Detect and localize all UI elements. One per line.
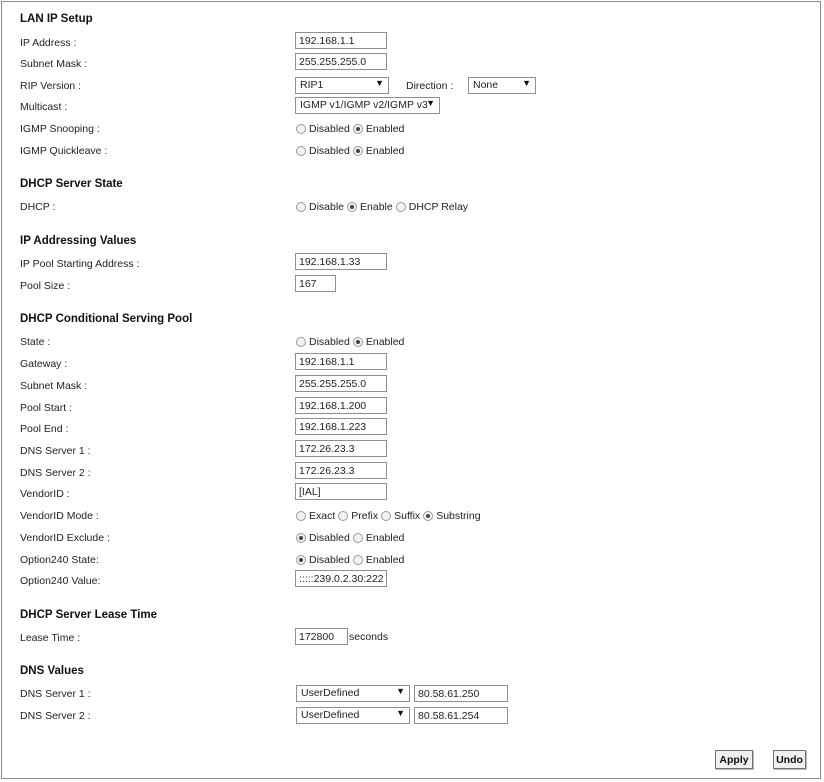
pool-size-label: Pool Size :	[20, 280, 71, 292]
section-title-ip-addressing: IP Addressing Values	[20, 235, 137, 247]
option240-enabled-option[interactable]	[353, 554, 405, 566]
chevron-down-icon: ▼	[426, 98, 435, 108]
option-label: Disabled	[309, 123, 350, 135]
ip-address-input[interactable]	[295, 32, 387, 49]
dns2-label: DNS Server 2 :	[20, 710, 91, 722]
dns2-mode-select[interactable]	[296, 707, 410, 724]
rip-version-select[interactable]	[295, 77, 389, 94]
option-label: Substring	[436, 510, 481, 522]
multicast-label: Multicast :	[20, 101, 68, 113]
option-label: Enabled	[365, 554, 405, 566]
igmp-quickleave-label: IGMP Quickleave :	[20, 145, 108, 157]
radio-icon[interactable]	[353, 555, 363, 565]
pool-state-disabled-option[interactable]	[296, 336, 350, 348]
pool-dns2-input[interactable]	[295, 462, 387, 479]
vendorid-exclude-radio-group	[296, 531, 407, 545]
radio-icon[interactable]	[381, 511, 391, 521]
pool-dns1-input[interactable]	[295, 440, 387, 457]
option-label: Enabled	[365, 532, 405, 544]
igmp-snooping-disabled-option[interactable]	[296, 123, 350, 135]
igmp-quickleave-enabled-option[interactable]	[353, 145, 405, 157]
igmp-snooping-radio-group	[296, 122, 407, 136]
option240-state-label: Option240 State:	[20, 554, 99, 566]
dns1-label: DNS Server 1 :	[20, 688, 91, 700]
option-label: Suffix	[394, 510, 421, 522]
radio-icon[interactable]	[296, 511, 306, 521]
dns2-mode-value: UserDefined	[301, 709, 360, 721]
dns2-input[interactable]	[414, 707, 508, 724]
pool-start-input[interactable]	[295, 397, 387, 414]
radio-icon[interactable]	[353, 124, 363, 134]
ip-address-label: IP Address :	[20, 37, 77, 49]
pool-subnet-mask-input[interactable]	[295, 375, 387, 392]
option-label: Disabled	[309, 336, 350, 348]
option-label: Disabled	[309, 145, 350, 157]
radio-icon[interactable]	[338, 511, 348, 521]
rip-version-value: RIP1	[300, 79, 324, 91]
direction-select[interactable]	[468, 77, 536, 94]
pool-end-label: Pool End :	[20, 423, 69, 435]
radio-icon[interactable]	[353, 337, 363, 347]
gateway-label: Gateway :	[20, 358, 68, 370]
pool-subnet-mask-label: Subnet Mask :	[20, 380, 88, 392]
dhcp-radio-group	[296, 200, 471, 214]
mode-prefix-option[interactable]	[338, 510, 378, 522]
radio-icon[interactable]	[347, 202, 357, 212]
gateway-input[interactable]	[295, 353, 387, 370]
igmp-quickleave-disabled-option[interactable]	[296, 145, 350, 157]
option-label: Enable	[360, 201, 393, 213]
settings-frame	[1, 1, 821, 779]
dns1-mode-value: UserDefined	[301, 687, 360, 699]
radio-icon[interactable]	[353, 533, 363, 543]
dhcp-relay-option[interactable]	[396, 201, 468, 213]
igmp-snooping-label: IGMP Snooping :	[20, 123, 100, 135]
seconds-unit-label: seconds	[349, 631, 389, 643]
vendorid-mode-label: VendorID Mode :	[20, 510, 99, 522]
pool-state-enabled-option[interactable]	[353, 336, 405, 348]
radio-icon[interactable]	[296, 533, 306, 543]
radio-icon[interactable]	[296, 124, 306, 134]
undo-button[interactable]: Undo	[773, 750, 806, 769]
direction-value: None	[473, 79, 499, 91]
exclude-disabled-option[interactable]	[296, 532, 350, 544]
section-title-dns-values: DNS Values	[20, 665, 84, 677]
option240-state-radio-group	[296, 553, 407, 567]
option-label: Enabled	[365, 123, 405, 135]
mode-exact-option[interactable]	[296, 510, 335, 522]
option240-value-label: Option240 Value:	[20, 575, 101, 587]
chevron-down-icon: ▼	[375, 78, 384, 88]
radio-icon[interactable]	[296, 337, 306, 347]
dns1-mode-select[interactable]	[296, 685, 410, 702]
pool-state-radio-group	[296, 335, 407, 349]
pool-dns1-label: DNS Server 1 :	[20, 445, 91, 457]
option240-disabled-option[interactable]	[296, 554, 350, 566]
vendorid-exclude-label: VendorID Exclude :	[20, 532, 110, 544]
option-label: Exact	[309, 510, 336, 522]
subnet-mask-input[interactable]	[295, 53, 387, 70]
option-label: Disable	[309, 201, 345, 213]
vendorid-input[interactable]	[295, 483, 387, 500]
section-title-conditional-pool: DHCP Conditional Serving Pool	[20, 313, 193, 325]
pool-state-label: State :	[20, 336, 51, 348]
option-label: Disabled	[309, 532, 350, 544]
igmp-snooping-enabled-option[interactable]	[353, 123, 405, 135]
exclude-enabled-option[interactable]	[353, 532, 405, 544]
dhcp-label: DHCP :	[20, 201, 56, 213]
pool-size-input[interactable]	[295, 275, 336, 292]
radio-icon[interactable]	[296, 202, 306, 212]
radio-icon[interactable]	[353, 146, 363, 156]
apply-button[interactable]: Apply	[715, 750, 753, 769]
chevron-down-icon: ▼	[396, 708, 405, 718]
dhcp-disable-option[interactable]	[296, 201, 344, 213]
option-label: DHCP Relay	[408, 201, 469, 213]
pool-end-input[interactable]	[295, 418, 387, 435]
pool-dns2-label: DNS Server 2 :	[20, 467, 91, 479]
radio-icon[interactable]	[296, 555, 306, 565]
chevron-down-icon: ▼	[522, 78, 531, 88]
igmp-quickleave-radio-group	[296, 144, 407, 158]
option-label: Prefix	[351, 510, 379, 522]
vendorid-label: VendorID :	[20, 488, 70, 500]
lease-time-input[interactable]	[295, 628, 348, 645]
subnet-mask-label: Subnet Mask :	[20, 58, 88, 70]
option-label: Enabled	[365, 336, 405, 348]
pool-start-address-label: IP Pool Starting Address :	[20, 258, 140, 270]
radio-icon[interactable]	[396, 202, 406, 212]
radio-icon[interactable]	[296, 146, 306, 156]
pool-start-label: Pool Start :	[20, 402, 72, 414]
option240-value-input[interactable]	[295, 570, 387, 587]
chevron-down-icon: ▼	[396, 686, 405, 696]
lease-time-label: Lease Time :	[20, 632, 81, 644]
mode-suffix-option[interactable]	[381, 510, 420, 522]
option-label: Disabled	[309, 554, 350, 566]
section-title-lan-ip-setup: LAN IP Setup	[20, 13, 93, 25]
multicast-value: IGMP v1/IGMP v2/IGMP v3	[300, 99, 428, 111]
radio-icon[interactable]	[423, 511, 433, 521]
vendorid-mode-radio-group	[296, 509, 484, 523]
dhcp-enable-option[interactable]	[347, 201, 393, 213]
pool-start-address-input[interactable]	[295, 253, 387, 270]
direction-label: Direction :	[406, 80, 454, 92]
section-title-dhcp-server-state: DHCP Server State	[20, 178, 123, 190]
multicast-select[interactable]	[295, 97, 440, 114]
mode-substring-option[interactable]	[423, 510, 480, 522]
section-title-lease-time: DHCP Server Lease Time	[20, 609, 158, 621]
rip-version-label: RIP Version :	[20, 80, 82, 92]
option-label: Enabled	[365, 145, 405, 157]
dns1-input[interactable]	[414, 685, 508, 702]
